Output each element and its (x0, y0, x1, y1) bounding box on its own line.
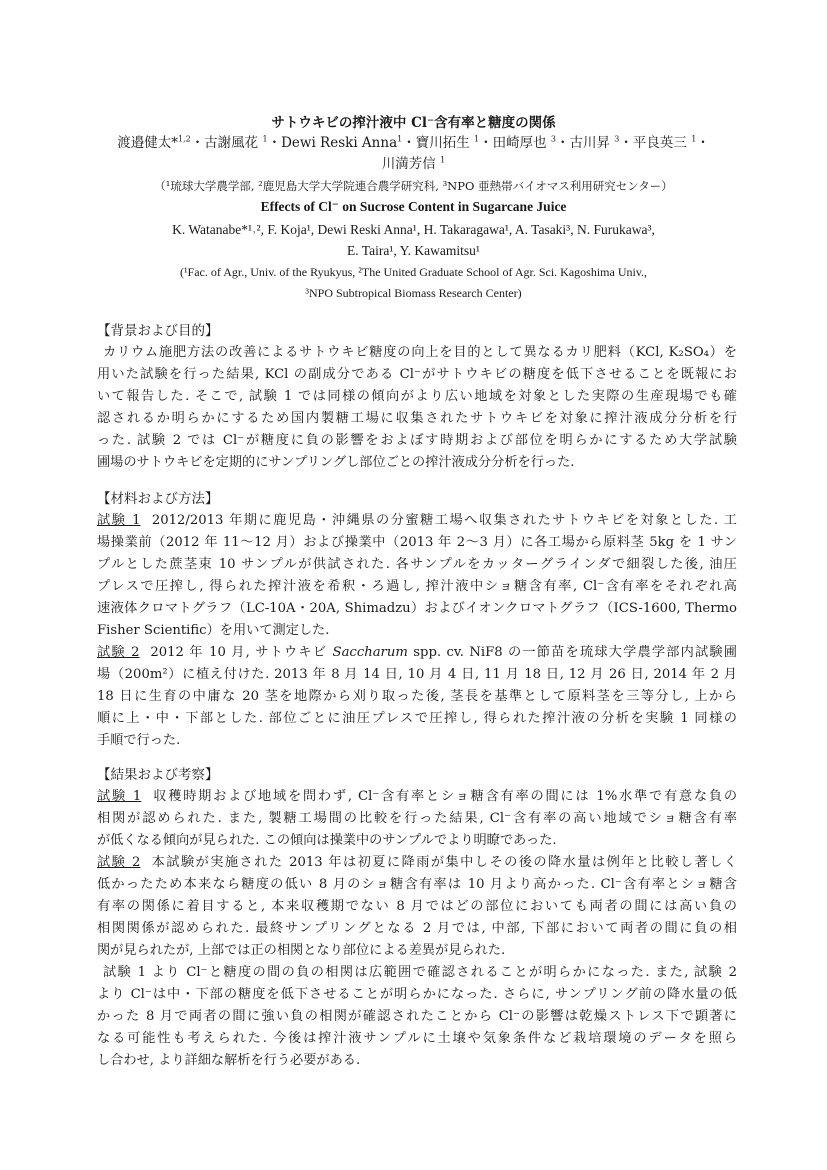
paragraph-line: が低くなる傾向が見られた. この傾向は操業中のサンプルでより明瞭であった. (97, 833, 557, 848)
paragraph-line: 用いた試験を行った結果, KCl の副成分である Cl⁻がサトウキビの糖度を低下させることを既報にお (97, 367, 737, 382)
author-jp-3-affil: 1 (397, 134, 403, 144)
paragraph-line: 関が見られたが, 上部では正の相関となり部位による差異が見られた. (97, 943, 506, 958)
paragraph-line: った. 試験 2 では Cl⁻が糖度に負の影響をおよぼす時期および部位を明らかにするため大学試験 (97, 433, 737, 448)
authors-english (0, 219, 827, 261)
authors-japanese-line2 (0, 154, 827, 175)
paragraph-line: 18 日に生育の中庸な 20 茎を地際から刈り取った後, 茎長を基準として原料茎を三等分し, 上から (97, 689, 737, 704)
paragraph-line: プルとした蔗茎束 10 サンプルが供試された. 各サンプルをカッターグラインダで細裂した後, 油圧 (97, 557, 737, 572)
paragraph-line: 試験 1 より Cl⁻と糖度の間の負の相関は広範囲で確認されることが明らかになった. また, 試験 2 (103, 965, 737, 980)
line-text: 収穫時期および地域を問わず, Cl⁻含有率とショ糖含有率の間には 1%水準で有意な負の (153, 789, 737, 804)
paragraph-line: 手順で行った. (97, 733, 181, 748)
section-heading: 【材料および方法】 (97, 491, 219, 507)
paragraph-line: 認されるか明らかにするため国内製糖工場に収集されたサトウキビを対象に搾汁液成分分析を行 (97, 411, 737, 426)
author-jp-8: 川満芳信 (381, 156, 441, 172)
section-methods (97, 488, 737, 752)
paragraph-line: いて報告した. そこで, 試験 1 では同様の傾向がより広い地域を対象とした実際の生産現場でも確 (97, 389, 737, 404)
paragraph-line: かった 8 月で両者の間に強い負の相関が確認されたことから Cl⁻の影響は乾燥ストレス下で顕著に (97, 1009, 737, 1024)
experiment-label: 試験 2 (97, 645, 140, 660)
experiment-label: 試験 1 (97, 789, 142, 804)
line-text: spp. cv. NiF8 の一節苗を琉球大学農学部内試験圃 (407, 645, 737, 660)
author-jp-4-affil: 1 (474, 134, 480, 144)
line-text: 本試験が実施された 2013 年は初夏に降雨が集中しその後の降水量は例年と比較し著しく (151, 855, 737, 870)
paragraph-line (97, 786, 737, 808)
paragraph-line (97, 642, 737, 664)
paragraph-line: 場操業前（2012 年 11～12 月）および操業中（2013 年 2～3 月）に各工場から原料茎 5kg を 1 サン (97, 535, 737, 550)
paragraph-line: 速液体クロマトグラフ（LC-10A・20A, Shimadzu）およびイオンクロマトグラフ（ICS-1600, Thermo (97, 601, 737, 616)
author-jp-7: ・平良英三 (619, 135, 692, 151)
line-text: 2012 年 10 月, サトウキビ (150, 645, 333, 660)
affiliations-english (0, 262, 827, 304)
authors-english-line2: E. Taira¹, Y. Kawamitsu¹ (347, 243, 480, 258)
author-jp-6-affil: 3 (614, 134, 620, 144)
title-english: Effects of Cl⁻ on Sucrose Content in Sugarcane Juice (260, 199, 567, 214)
paragraph-line: 相関関係が認められた. 最終サンプリングとなる 2 月では, 中部, 下部において両者の間に負の相 (97, 921, 737, 936)
affiliations-english-line2: ³NPO Subtropical Biomass Research Center) (305, 286, 522, 300)
paragraph-line: 有率の関係に着目すると, 本来収穫期でない 8 月ではどの部位においても両者の間には高い負の (97, 899, 737, 914)
paragraph-line: 圃場のサトウキビを定期的にサンプリングし部位ごとの搾汁液成分分析を行った. (97, 455, 575, 470)
author-jp-5-affil: 3 (550, 134, 556, 144)
author-jp-4: ・寶川拓生 (402, 135, 475, 151)
author-jp-2-affil: 1 (262, 134, 268, 144)
section-heading: 【背景および目的】 (97, 323, 219, 339)
authors-japanese (0, 133, 827, 175)
paragraph-line: なる可能性も考えられた. 今後は搾汁液サンプルに土壌や気象条件など栽培環境のデータを照ら (97, 1031, 737, 1046)
title-japanese: サトウキビの搾汁液中 Cl⁻含有率と糖度の関係 (271, 115, 556, 131)
author-jp-2: ・古謝風花 (190, 135, 263, 151)
author-jp-5: ・田崎厚也 (479, 135, 551, 151)
paragraph-line: 相関が認められた. また, 製糖工場間の比較を行った結果, Cl⁻含有率の高い地域でショ糖含有率 (97, 811, 737, 826)
paragraph-line: プレスで圧搾し, 得られた搾汁液を希釈・ろ過し, 搾汁液中ショ糖含有率, Cl⁻含有率をそれぞれ高 (97, 579, 737, 594)
authors-japanese-line1 (0, 133, 827, 154)
paragraph-line: し合わせ, より詳細な解析を行う必要がある. (97, 1053, 361, 1068)
author-jp-6: ・古川昇 (556, 135, 615, 151)
paragraph-line (97, 852, 737, 874)
paragraph-line: カリウム施肥方法の改善によるサトウキビ糖度の向上を目的として異なるカリ肥料（KCl, K₂SO₄）を (103, 345, 737, 360)
paragraph-line: Fisher Scientific）を用いて測定した. (97, 623, 330, 638)
affiliations-japanese: （¹琉球大学農学部, ²鹿児島大学大学院連合農学研究科, ³NPO 亜熱帯バイオマス利用研究センター） (154, 179, 673, 193)
author-jp-7-affil: 1 (691, 134, 697, 144)
experiment-label: 試験 1 (97, 513, 141, 528)
authors-english-line1: K. Watanabe*¹˒², F. Koja¹, Dewi Reski Anna¹, H. Takaragawa¹, A. Tasaki³, N. Furukawa³, (172, 222, 655, 237)
section-heading: 【結果および考察】 (97, 767, 219, 783)
affiliations-english-line1: (¹Fac. of Agr., Univ. of the Ryukyus, ²The United Graduate School of Agr. Sci. Kagoshima Univ., (179, 265, 648, 279)
paragraph-line: 順に上・中・下部とした. 部位ごとに油圧プレスで圧搾し, 得られた搾汁液の分析を実験 1 同様の (97, 711, 737, 726)
section-results (97, 764, 737, 1072)
section-background (97, 320, 737, 474)
author-jp-8-affil: 1 (440, 155, 446, 165)
species-name: Saccharum (332, 645, 408, 660)
author-jp-1-affil: 1,2 (177, 134, 191, 144)
experiment-label: 試験 2 (97, 855, 141, 870)
author-jp-3: ・Dewi Reski Anna (267, 135, 398, 151)
paragraph-line: 低かったため本来なら糖度の低い 8 月のショ糖含有率は 10 月より高かった. Cl⁻含有率とショ糖含 (97, 877, 737, 892)
author-jp-1: 渡邉健太* (117, 135, 178, 151)
paragraph-line (97, 510, 737, 532)
paragraph-line: より Cl⁻は中・下部の糖度を低下させることが明らかになった. さらに, サンプリング前の降水量の低 (97, 987, 737, 1002)
line-text: 2012/2013 年期に鹿児島・沖縄県の分蜜糖工場へ収集されたサトウキビを対象とした. 工 (151, 513, 737, 528)
paragraph-line: 場（200m²）に植え付けた. 2013 年 8 月 14 日, 10 月 4 日, 11 月 18 日, 12 月 26 日, 2014 年 2 月 (97, 667, 737, 682)
author-jp-separator: ・ (696, 135, 710, 151)
